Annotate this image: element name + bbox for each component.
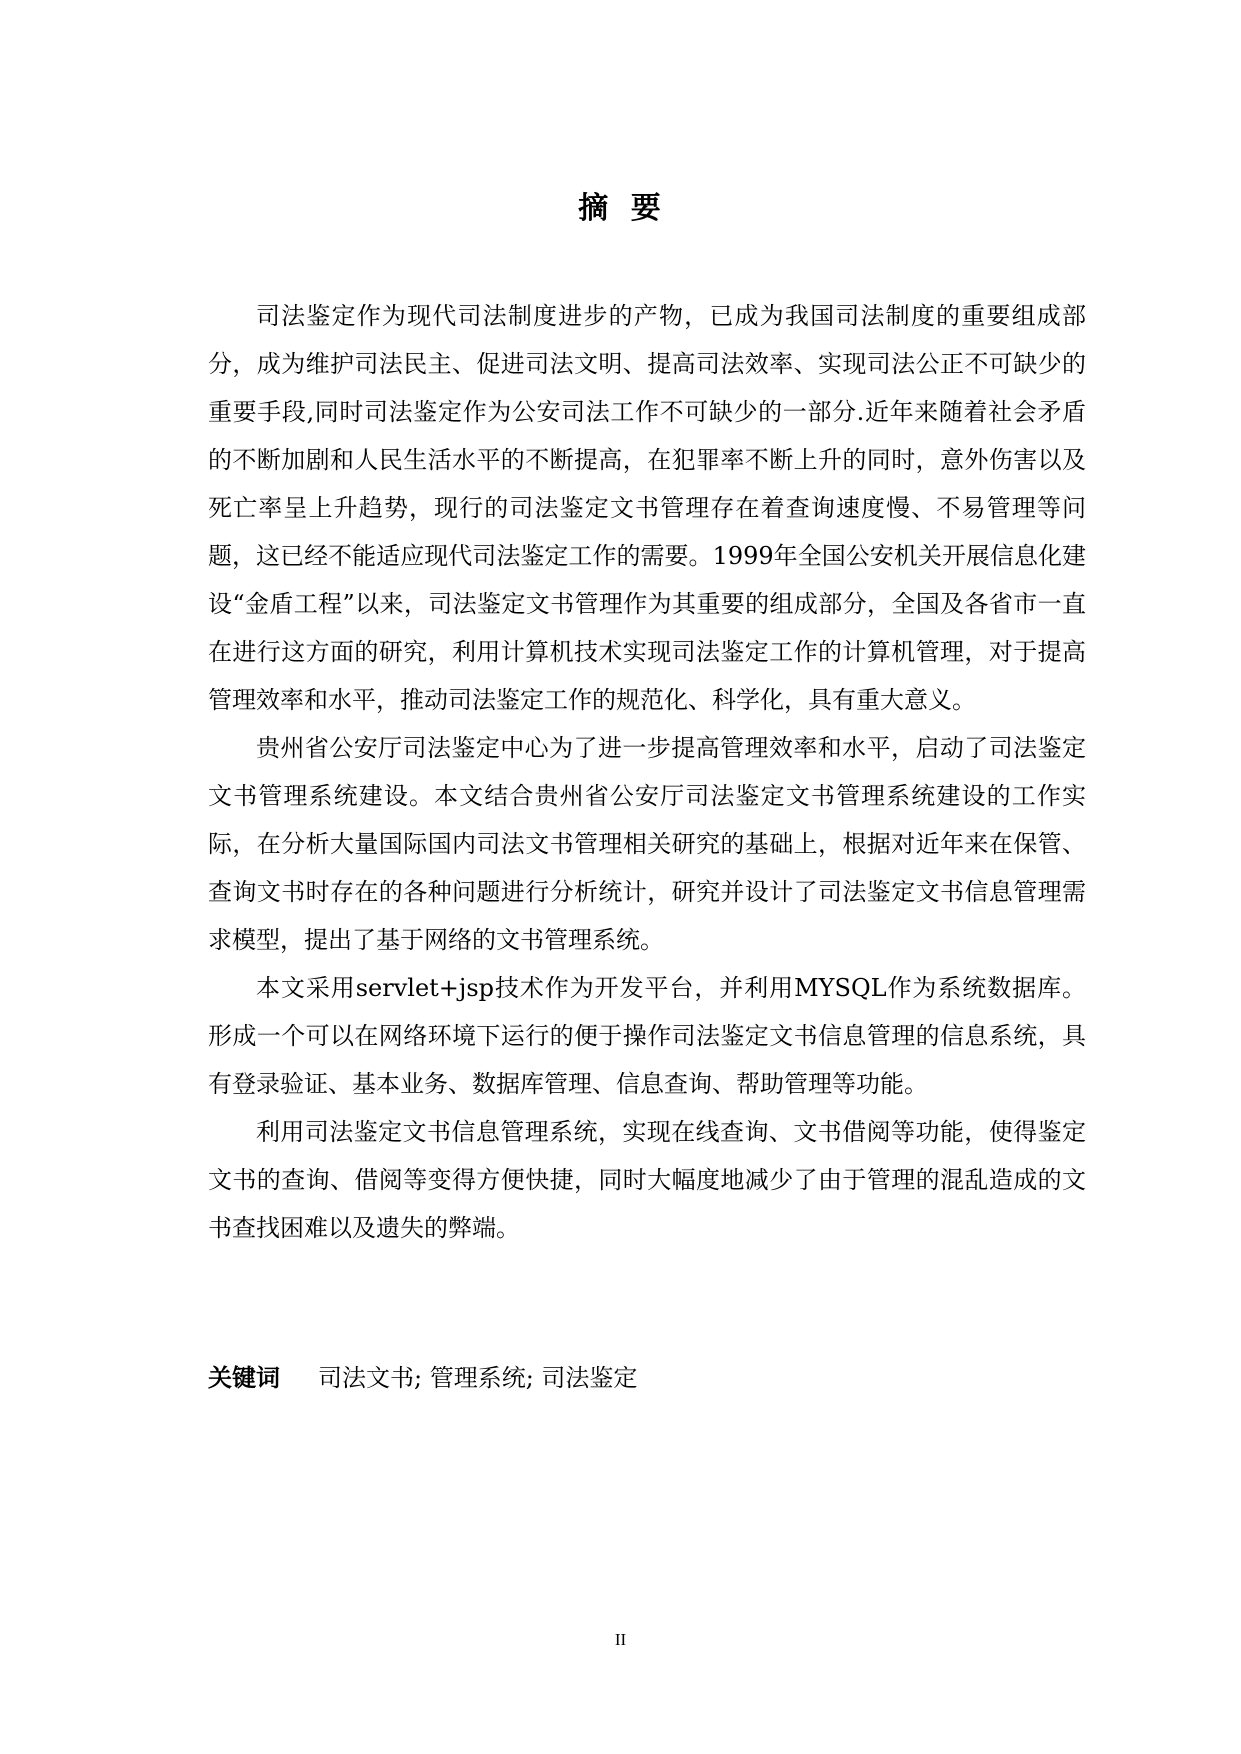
abstract-title: 摘 要	[578, 191, 663, 226]
abstract-body	[208, 292, 1086, 1252]
keywords-line	[208, 1358, 637, 1398]
page-number: II	[614, 1630, 627, 1649]
abstract-paragraph-3: 本文采用servlet+jsp技术作为开发平台，并利用MYSQL作为系统数据库。形成一个可以在网络环境下运行的便于操作司法鉴定文书信息管理的信息系统，具有登录验证、基本业务、数据库管理、信息查询、帮助管理等功能。	[208, 974, 1086, 1098]
abstract-paragraph-4: 利用司法鉴定文书信息管理系统，实现在线查询、文书借阅等功能，使得鉴定文书的查询、借阅等变得方便快捷，同时大幅度地减少了由于管理的混乱造成的文书查找困难以及遗失的弊端。	[208, 1118, 1086, 1242]
keywords-text: 司法文书; 管理系统; 司法鉴定	[318, 1364, 638, 1392]
abstract-paragraph-2: 贵州省公安厅司法鉴定中心为了进一步提高管理效率和水平，启动了司法鉴定文书管理系统建设。本文结合贵州省公安厅司法鉴定文书管理系统建设的工作实际，在分析大量国际国内司法文书管理相关研究的基础上，根据对近年来在保管、查询文书时存在的各种问题进行分析统计，研究并设计了司法鉴定文书信息管理需求模型，提出了基于网络的文书管理系统。	[208, 734, 1086, 954]
abstract-paragraph-1: 司法鉴定作为现代司法制度进步的产物，已成为我国司法制度的重要组成部分，成为维护司法民主、促进司法文明、提高司法效率、实现司法公正不可缺少的重要手段,同时司法鉴定作为公安司法工作不可缺少的一部分.近年来随着社会矛盾的不断加剧和人民生活水平的不断提高，在犯罪率不断上升的同时，意外伤害以及死亡率呈上升趋势，现行的司法鉴定文书管理存在着查询速度慢、不易管理等问题，这已经不能适应现代司法鉴定工作的需要。1999年全国公安机关开展信息化建设“金盾工程”以来，司法鉴定文书管理作为其重要的组成部分，全国及各省市一直在进行这方面的研究，利用计算机技术实现司法鉴定工作的计算机管理，对于提高管理效率和水平，推动司法鉴定工作的规范化、科学化，具有重大意义。	[208, 302, 1086, 714]
keywords-label: 关键词	[208, 1364, 280, 1392]
